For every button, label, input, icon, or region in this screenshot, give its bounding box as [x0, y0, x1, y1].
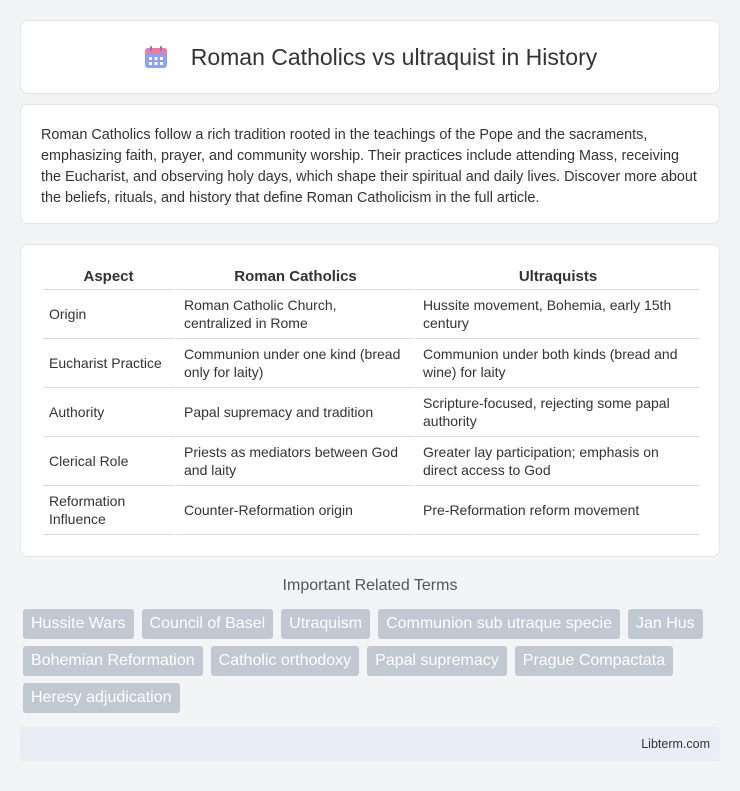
- table-cell-ultraquists: Pre-Reformation reform movement: [413, 486, 699, 535]
- table-cell-aspect: Clerical Role: [43, 437, 174, 486]
- table-row: [43, 339, 699, 388]
- header-roman-catholics: Roman Catholics: [174, 263, 413, 290]
- table-cell-aspect: Reformation Influence: [43, 486, 174, 535]
- table-cell-ultraquists: Communion under both kinds (bread and wine) for laity: [413, 339, 699, 388]
- header-ultraquists: Ultraquists: [413, 263, 699, 290]
- table-cell-aspect: Authority: [43, 388, 174, 437]
- comparison-card: [20, 244, 720, 557]
- table-row: [43, 437, 699, 486]
- table-cell-ultraquists: Hussite movement, Bohemia, early 15th century: [413, 290, 699, 339]
- tag-jan-hus[interactable]: Jan Hus: [628, 609, 703, 639]
- table-row: [43, 486, 699, 535]
- tag-council-of-basel[interactable]: Council of Basel: [142, 609, 274, 639]
- table-cell-aspect: Origin: [43, 290, 174, 339]
- tag-catholic-orthodoxy[interactable]: Catholic orthodoxy: [211, 646, 360, 676]
- tag-utraquism[interactable]: Utraquism: [281, 609, 370, 639]
- table-cell-roman-catholics: Roman Catholic Church, centralized in Rome: [174, 290, 413, 339]
- table-row: [43, 290, 699, 339]
- table-cell-roman-catholics: Communion under one kind (bread only for laity): [174, 339, 413, 388]
- tag-prague-compactata[interactable]: Prague Compactata: [515, 646, 673, 676]
- footer: [20, 727, 720, 761]
- description-text: Roman Catholics follow a rich tradition rooted in the teachings of the Pope and the sacraments, emphasizing faith, prayer, and community worship. Their practices include attending Mass, receiving the Eucharist, and observing holy days, which shape their spiritual and daily lives. Discover more about the beliefs, rituals, and history that define Roman Catholicism in the full article.: [41, 127, 697, 206]
- title-wrap: [143, 44, 597, 71]
- table-header-row: [43, 263, 699, 290]
- calendar-icon: [143, 44, 169, 70]
- comparison-table: [43, 263, 699, 535]
- description-card: [20, 104, 720, 224]
- table-cell-ultraquists: Greater lay participation; emphasis on direct access to God: [413, 437, 699, 486]
- table-row: [43, 388, 699, 437]
- table-cell-roman-catholics: Counter-Reformation origin: [174, 486, 413, 535]
- header-card: [20, 20, 720, 94]
- table-cell-roman-catholics: Papal supremacy and tradition: [174, 388, 413, 437]
- tag-bohemian-reformation[interactable]: Bohemian Reformation: [23, 646, 203, 676]
- tag-hussite-wars[interactable]: Hussite Wars: [23, 609, 134, 639]
- table-cell-roman-catholics: Priests as mediators between God and laity: [174, 437, 413, 486]
- related-terms-title: Important Related Terms: [282, 577, 458, 594]
- table-cell-aspect: Eucharist Practice: [43, 339, 174, 388]
- page-title: Roman Catholics vs ultraquist in History: [190, 43, 598, 70]
- header-aspect: Aspect: [43, 263, 174, 290]
- footer-site-link[interactable]: Libterm.com: [641, 737, 710, 751]
- tag-heresy-adjudication[interactable]: Heresy adjudication: [23, 683, 180, 713]
- tag-papal-supremacy[interactable]: Papal supremacy: [367, 646, 507, 676]
- related-terms-tags: [23, 609, 713, 713]
- table-cell-ultraquists: Scripture-focused, rejecting some papal authority: [413, 388, 699, 437]
- tag-communion-sub-utraque-specie[interactable]: Communion sub utraque specie: [378, 609, 620, 639]
